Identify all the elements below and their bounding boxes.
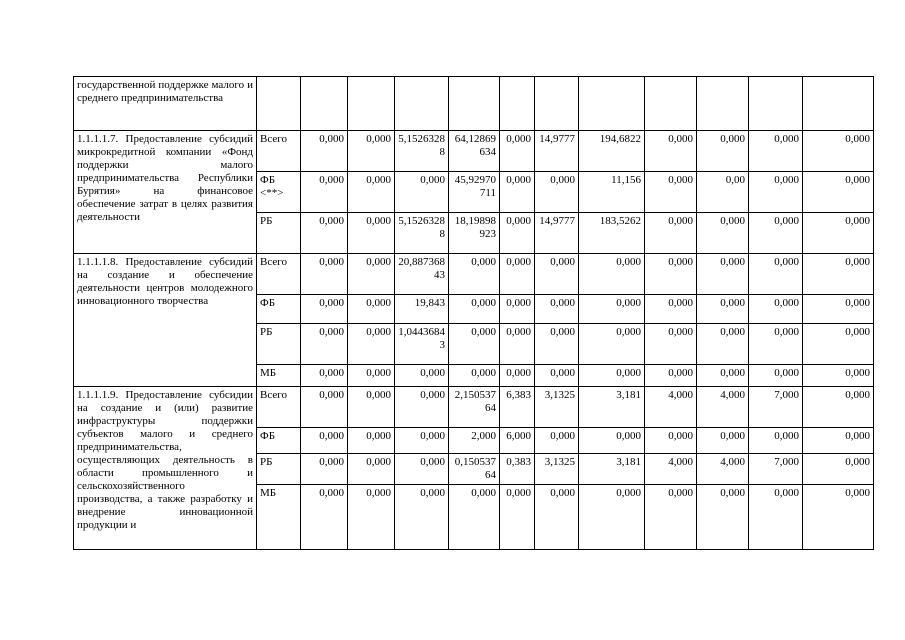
table-cell	[697, 77, 749, 131]
value-cell: 0,000	[645, 485, 697, 550]
value-cell: 11,156	[579, 172, 645, 213]
value-cell: 0,000	[348, 172, 395, 213]
value-cell: 0,000	[500, 254, 535, 295]
measure-description: 1.1.1.1.9. Предоставление субсидии на создание и (или) развитие инфраструктуры поддержки субъектов малого и среднего предпринимательства, осуществляющих деятельность в области промышленного и сельскохозяйственного производства, а также разработку и внедрение инновационной продукции и	[74, 387, 257, 550]
value-cell: 3,1325	[535, 387, 579, 428]
row-description: государственной поддержке малого и среднего предпринимательства	[74, 77, 257, 131]
value-cell: 0,000	[301, 172, 348, 213]
value-cell: 0,000	[803, 131, 874, 172]
value-cell: 0,000	[348, 324, 395, 365]
funding-source: МБ	[257, 365, 301, 387]
value-cell: 0,000	[749, 365, 803, 387]
value-cell: 0,000	[395, 387, 449, 428]
table-cell	[395, 77, 449, 131]
funding-source: РБ	[257, 454, 301, 485]
funding-source: ФБ <**>	[257, 172, 301, 213]
value-cell: 0,000	[301, 387, 348, 428]
value-cell: 0,000	[348, 387, 395, 428]
value-cell: 19,843	[395, 295, 449, 324]
value-cell: 3,181	[579, 387, 645, 428]
value-cell: 0,000	[301, 295, 348, 324]
value-cell: 0,000	[645, 324, 697, 365]
value-cell: 0,000	[500, 485, 535, 550]
table-cell	[579, 77, 645, 131]
value-cell: 0,000	[301, 454, 348, 485]
value-cell: 0,000	[803, 172, 874, 213]
budget-table	[73, 76, 874, 550]
value-cell: 0,000	[535, 254, 579, 295]
value-cell: 6,383	[500, 387, 535, 428]
value-cell: 0,000	[348, 454, 395, 485]
value-cell: 3,181	[579, 454, 645, 485]
value-cell: 0,000	[749, 254, 803, 295]
value-cell: 0,000	[803, 428, 874, 454]
value-cell: 0,000	[645, 365, 697, 387]
value-cell: 7,000	[749, 454, 803, 485]
value-cell: 0,000	[500, 172, 535, 213]
value-cell: 0,000	[697, 428, 749, 454]
value-cell: 0,000	[348, 254, 395, 295]
value-cell: 0,000	[500, 213, 535, 254]
funding-source: ФБ	[257, 295, 301, 324]
value-cell: 0,000	[645, 295, 697, 324]
value-cell: 0,000	[348, 213, 395, 254]
value-cell: 0,000	[749, 485, 803, 550]
value-cell: 0,000	[697, 485, 749, 550]
table-cell	[749, 77, 803, 131]
value-cell: 0,000	[749, 172, 803, 213]
value-cell: 7,000	[749, 387, 803, 428]
value-cell: 0,000	[395, 485, 449, 550]
value-cell: 0,000	[697, 213, 749, 254]
value-cell: 0,000	[803, 485, 874, 550]
value-cell: 0,000	[803, 254, 874, 295]
value-cell: 0,000	[348, 295, 395, 324]
value-cell: 0,000	[535, 365, 579, 387]
value-cell: 14,9777	[535, 131, 579, 172]
value-cell: 0,000	[449, 324, 500, 365]
table-row	[74, 131, 874, 172]
value-cell: 0,000	[697, 295, 749, 324]
value-cell: 0,000	[301, 485, 348, 550]
table-cell	[535, 77, 579, 131]
value-cell: 0,000	[301, 131, 348, 172]
value-cell: 0,000	[301, 213, 348, 254]
funding-source: Всего	[257, 387, 301, 428]
value-cell: 0,000	[697, 254, 749, 295]
value-cell: 0,000	[645, 131, 697, 172]
value-cell: 18,19898923	[449, 213, 500, 254]
funding-source: Всего	[257, 131, 301, 172]
value-cell: 0,000	[579, 485, 645, 550]
value-cell: 5,15263288	[395, 131, 449, 172]
value-cell: 0,000	[803, 295, 874, 324]
value-cell: 0,000	[749, 295, 803, 324]
value-cell: 0,000	[579, 324, 645, 365]
value-cell: 4,000	[697, 387, 749, 428]
value-cell: 64,12869634	[449, 131, 500, 172]
value-cell: 0,000	[645, 428, 697, 454]
value-cell: 0,000	[395, 454, 449, 485]
value-cell: 2,000	[449, 428, 500, 454]
value-cell: 0,000	[645, 172, 697, 213]
value-cell: 0,000	[579, 254, 645, 295]
table-cell	[301, 77, 348, 131]
value-cell: 0,000	[500, 131, 535, 172]
value-cell: 0,000	[579, 428, 645, 454]
value-cell: 0,000	[348, 485, 395, 550]
value-cell: 0,000	[348, 428, 395, 454]
value-cell: 0,000	[749, 213, 803, 254]
table-cell	[803, 77, 874, 131]
value-cell: 20,88736843	[395, 254, 449, 295]
table-row	[74, 387, 874, 428]
value-cell: 4,000	[645, 387, 697, 428]
value-cell: 0,000	[348, 131, 395, 172]
value-cell: 0,000	[500, 324, 535, 365]
value-cell: 0,000	[803, 213, 874, 254]
value-cell: 0,000	[803, 387, 874, 428]
value-cell: 0,000	[749, 131, 803, 172]
value-cell: 0,000	[535, 485, 579, 550]
value-cell: 183,5262	[579, 213, 645, 254]
table-cell	[257, 77, 301, 131]
table-cell	[348, 77, 395, 131]
value-cell: 0,000	[579, 365, 645, 387]
funding-source: ФБ	[257, 428, 301, 454]
value-cell: 0,000	[395, 365, 449, 387]
measure-description: 1.1.1.1.7. Предоставление субсидий микрокредитной компании «Фонд поддержки малого предпринимательства Республики Бурятия» на финансовое обеспечение затрат в целях развития деятельности	[74, 131, 257, 254]
value-cell: 0,000	[535, 428, 579, 454]
value-cell: 45,92970711	[449, 172, 500, 213]
funding-source: РБ	[257, 324, 301, 365]
value-cell: 0,000	[749, 324, 803, 365]
table-cell	[500, 77, 535, 131]
value-cell: 194,6822	[579, 131, 645, 172]
value-cell: 0,000	[395, 428, 449, 454]
value-cell: 0,00	[697, 172, 749, 213]
value-cell: 14,9777	[535, 213, 579, 254]
value-cell: 0,000	[500, 295, 535, 324]
value-cell: 0,000	[449, 295, 500, 324]
value-cell: 0,000	[449, 365, 500, 387]
value-cell: 0,000	[301, 365, 348, 387]
value-cell: 0,000	[301, 428, 348, 454]
value-cell: 0,000	[645, 213, 697, 254]
value-cell: 0,000	[749, 428, 803, 454]
value-cell: 0,000	[803, 324, 874, 365]
value-cell: 0,000	[301, 254, 348, 295]
funding-source: Всего	[257, 254, 301, 295]
table-cell	[449, 77, 500, 131]
table-cell	[645, 77, 697, 131]
value-cell: 0,000	[395, 172, 449, 213]
table-row	[74, 254, 874, 295]
value-cell: 6,000	[500, 428, 535, 454]
value-cell: 4,000	[697, 454, 749, 485]
value-cell: 0,000	[500, 365, 535, 387]
value-cell: 1,04436843	[395, 324, 449, 365]
value-cell: 0,000	[803, 454, 874, 485]
value-cell: 3,1325	[535, 454, 579, 485]
funding-source: РБ	[257, 213, 301, 254]
measure-description: 1.1.1.1.8. Предоставление субсидий на создание и обеспечение деятельности центров молодежного инновационного творчества	[74, 254, 257, 387]
value-cell: 0,000	[449, 485, 500, 550]
value-cell: 4,000	[645, 454, 697, 485]
value-cell: 0,383	[500, 454, 535, 485]
value-cell: 2,15053764	[449, 387, 500, 428]
value-cell: 0,000	[535, 324, 579, 365]
value-cell: 0,000	[579, 295, 645, 324]
value-cell: 5,15263288	[395, 213, 449, 254]
funding-source: МБ	[257, 485, 301, 550]
value-cell: 0,000	[535, 172, 579, 213]
value-cell: 0,000	[697, 365, 749, 387]
value-cell: 0,000	[301, 324, 348, 365]
value-cell: 0,000	[535, 295, 579, 324]
value-cell: 0,000	[697, 131, 749, 172]
table-row	[74, 77, 874, 131]
value-cell: 0,000	[449, 254, 500, 295]
value-cell: 0,000	[803, 365, 874, 387]
value-cell: 0,000	[348, 365, 395, 387]
table-body	[74, 77, 874, 550]
value-cell: 0,000	[697, 324, 749, 365]
value-cell: 0,15053764	[449, 454, 500, 485]
value-cell: 0,000	[645, 254, 697, 295]
